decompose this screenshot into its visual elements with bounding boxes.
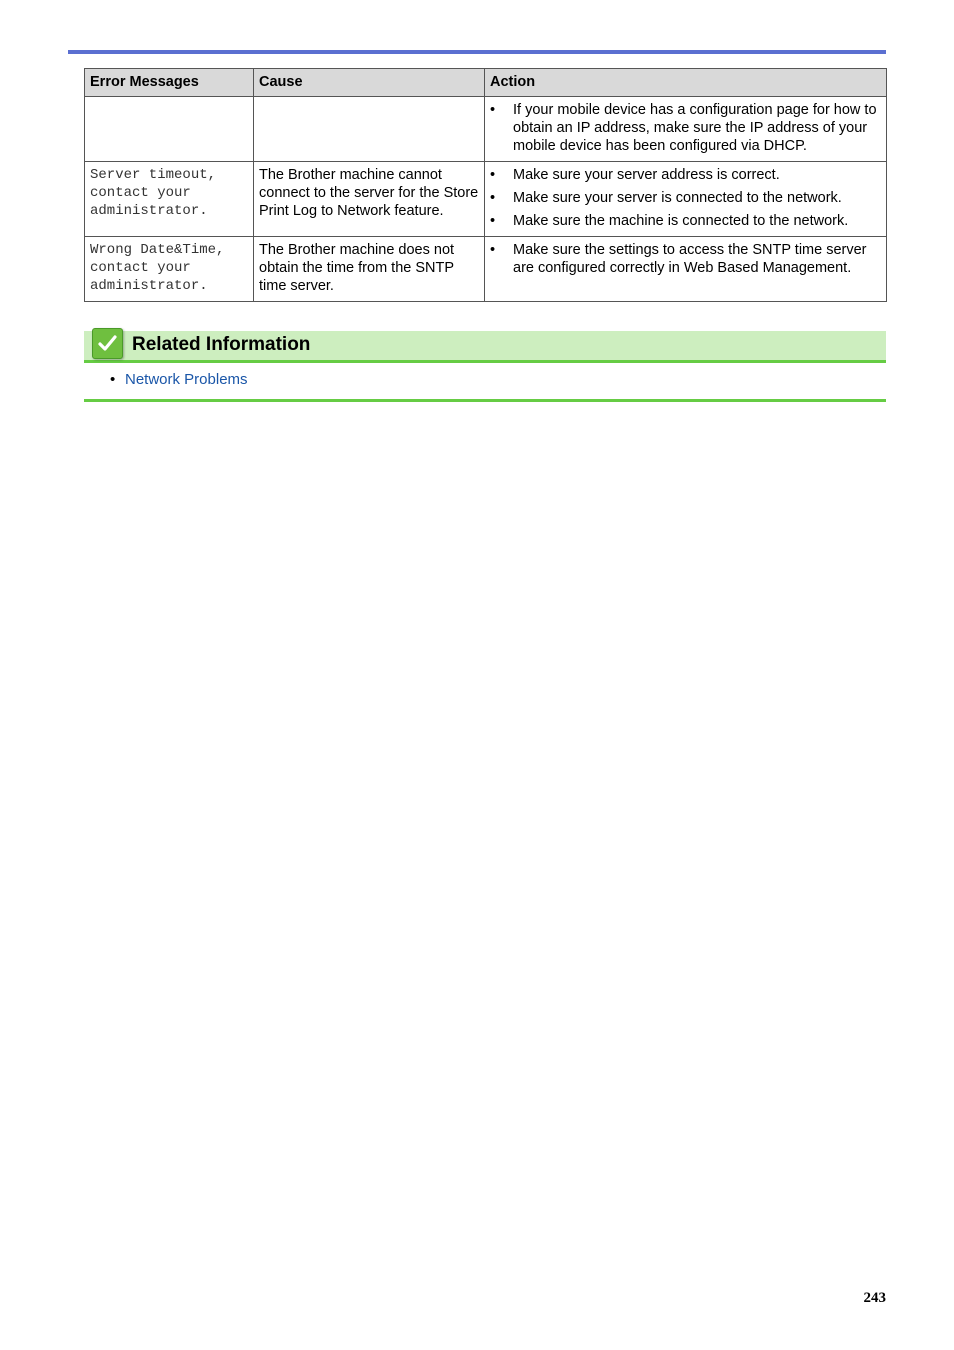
action-cell bbox=[485, 162, 887, 237]
network-problems-link[interactable]: Network Problems bbox=[125, 371, 248, 388]
header-action: Action bbox=[485, 69, 887, 97]
action-text: Make sure the settings to access the SNTP time server are configured correctly in Web Based Management. bbox=[513, 242, 867, 276]
related-information-title: Related Information bbox=[132, 334, 311, 355]
action-text: Make sure the machine is connected to the network. bbox=[513, 213, 849, 229]
header-error-messages: Error Messages bbox=[85, 69, 254, 97]
list-bullet: • bbox=[110, 371, 116, 388]
related-information-header bbox=[84, 331, 886, 363]
action-text: Make sure your server address is correct. bbox=[513, 167, 780, 183]
action-item: • Make sure your server address is correct. bbox=[490, 167, 780, 183]
cause-cell: The Brother machine cannot connect to the server for the Store Print Log to Network feature. bbox=[254, 162, 485, 237]
action-item: • Make sure your server is connected to the network. bbox=[490, 190, 842, 206]
error-cell bbox=[85, 97, 254, 162]
action-item: • If your mobile device has a configuration page for how to obtain an IP address, make sure the IP address of your mobile device has been configured via DHCP. bbox=[490, 102, 877, 154]
cause-cell: The Brother machine does not obtain the time from the SNTP time server. bbox=[254, 237, 485, 302]
action-text: If your mobile device has a configuration page for how to obtain an IP address, make sure the IP address of your mobile device has been configured via DHCP. bbox=[513, 102, 877, 154]
action-item: • Make sure the machine is connected to the network. bbox=[490, 213, 849, 229]
page-number: 243 bbox=[863, 1290, 886, 1306]
top-rule bbox=[68, 50, 886, 54]
action-text: Make sure your server is connected to the network. bbox=[513, 190, 842, 206]
header-cause: Cause bbox=[254, 69, 485, 97]
bottom-rule bbox=[84, 399, 886, 402]
table-row bbox=[85, 97, 887, 162]
table-row bbox=[85, 162, 887, 237]
action-cell bbox=[485, 237, 887, 302]
checkmark-icon bbox=[92, 328, 123, 359]
error-table bbox=[84, 68, 887, 302]
error-cell: Wrong Date&Time, contact your administrator. bbox=[85, 237, 254, 302]
action-item: • Make sure the settings to access the SNTP time server are configured correctly in Web Based Management. bbox=[490, 242, 867, 276]
cause-cell bbox=[254, 97, 485, 162]
action-cell bbox=[485, 97, 887, 162]
error-cell: Server timeout, contact your administrator. bbox=[85, 162, 254, 237]
table-header-row bbox=[85, 69, 887, 97]
table-row bbox=[85, 237, 887, 302]
